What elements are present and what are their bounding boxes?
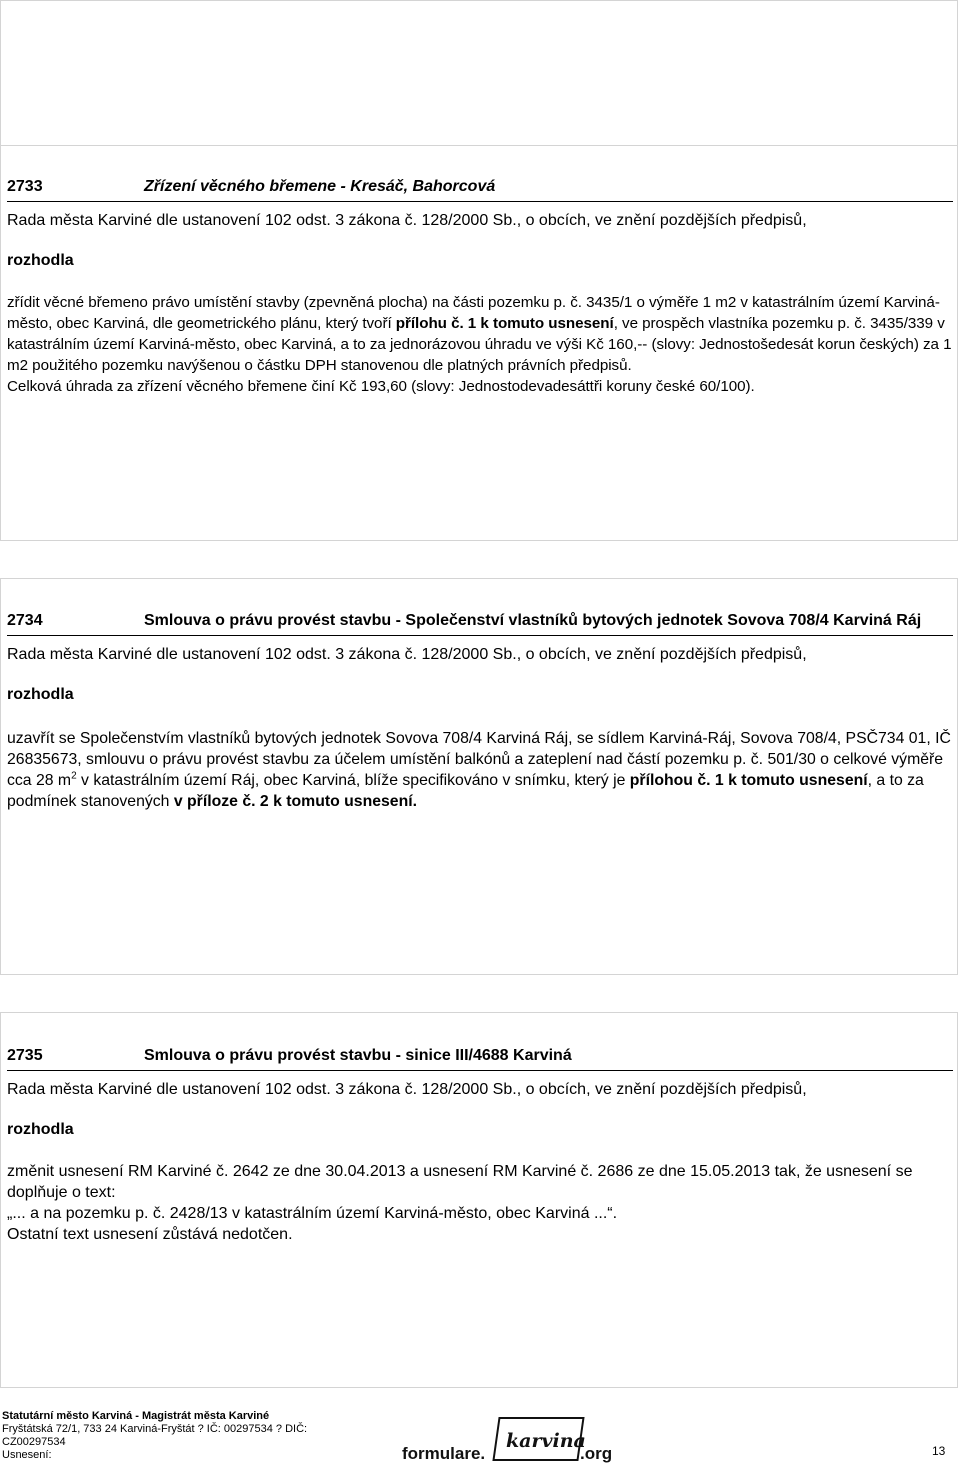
section-header [7, 610, 953, 636]
section-2735 [7, 1045, 953, 1245]
section-number: 2734 [7, 612, 43, 629]
legal-basis: Rada města Karviné dle ustanovení 102 odst. 3 zákona č. 128/2000 Sb., o obcích, ve znění pozdějších předpisů, [7, 212, 807, 229]
page-number: 13 [932, 1444, 946, 1458]
logo-text-karvina: karvina [506, 1430, 586, 1452]
decision-label: rozhodla [7, 686, 74, 703]
footer-address: Statutární město Karviná - Magistrát města Karviné Fryštátská 72/1, 733 24 Karviná-Fryštát ? IČ: 00297534 ? DIČ: CZ00297534 Usnesení: [2, 1410, 308, 1461]
page-footer [0, 1404, 960, 1464]
section-title: Smlouva o právu provést stavbu - Společenství vlastníků bytových jednotek Sovova 708/4 Karviná Ráj [144, 612, 922, 629]
decision-label: rozhodla [7, 1121, 74, 1138]
section-number: 2733 [7, 178, 43, 195]
formulare-karvina-logo [402, 1414, 614, 1464]
section-2734 [7, 610, 953, 812]
resolution-text: zřídit věcné břemeno právo umístění stavby (zpevněná plocha) na části pozemku p. č. 3435/1 o výměře 1 m2 v katastrálním území Karviná-město, obec Karviná, dle geometrického plánu, který tvoří přílohu č. 1 k tomuto usnesení, ve prospěch vlastníka pozemku p. č. 3435/339 v katastrálním území Karviná-město, obec Karviná, a to za jednorázovou úhradu ve výši Kč 160,-- (slovy: Jednostošedesát korun českých) za 1 m2 použitého pozemku navýšenou o částku DPH stanovenou dle platných právních předpisů. Celková úhrada za zřízení věcného břemene činí Kč 193,60 (slovy: Jednostodevadesáttři koruny české 60/100). [7, 294, 952, 395]
section-title: Smlouva o právu provést stavbu - sinice III/4688 Karviná [144, 1047, 572, 1064]
decision-label: rozhodla [7, 252, 74, 269]
section-2733 [7, 176, 953, 397]
resolution-text: změnit usnesení RM Karviné č. 2642 ze dne 30.04.2013 a usnesení RM Karviné č. 2686 ze dne 15.05.2013 tak, že usnesení se doplňuje o text: „... a na pozemku p. č. 2428/13 v katastrálním území Karviná-město, obec Karviná ...“. Ostatní text usnesení zůstává nedotčen. [7, 1163, 913, 1243]
legal-basis: Rada města Karviné dle ustanovení 102 odst. 3 zákona č. 128/2000 Sb., o obcích, ve znění pozdějších předpisů, [7, 646, 807, 663]
legal-basis: Rada města Karviné dle ustanovení 102 odst. 3 zákona č. 128/2000 Sb., o obcích, ve znění pozdějších předpisů, [7, 1081, 807, 1098]
section-number: 2735 [7, 1047, 43, 1064]
section-title: Zřízení věcného břemene - Kresáč, Bahorcová [144, 178, 496, 195]
logo-text-org: .org [580, 1444, 613, 1463]
frame-top [0, 0, 958, 146]
resolution-text: uzavřít se Společenstvím vlastníků bytových jednotek Sovova 708/4 Karviná Ráj, se sídlem Karviná-Ráj, Sovova 708/4, PSČ734 01, IČ 26835673, smlouvu o právu provést stavbu za účelem umístění balkónů a zateplení nad částí pozemku p. č. 501/30 o celkové výměře cca 28 $m^2$ v katastrálním území Ráj, obec Karviná, blíže specifikováno v snímku, který je přílohou č. 1 k tomuto usnesení, a to za podmínek stanovených v příloze č. 2 k tomuto usnesení. [7, 730, 951, 810]
logo-text-formulare: formulare. [402, 1444, 486, 1463]
section-header [7, 176, 953, 202]
section-header [7, 1045, 953, 1071]
